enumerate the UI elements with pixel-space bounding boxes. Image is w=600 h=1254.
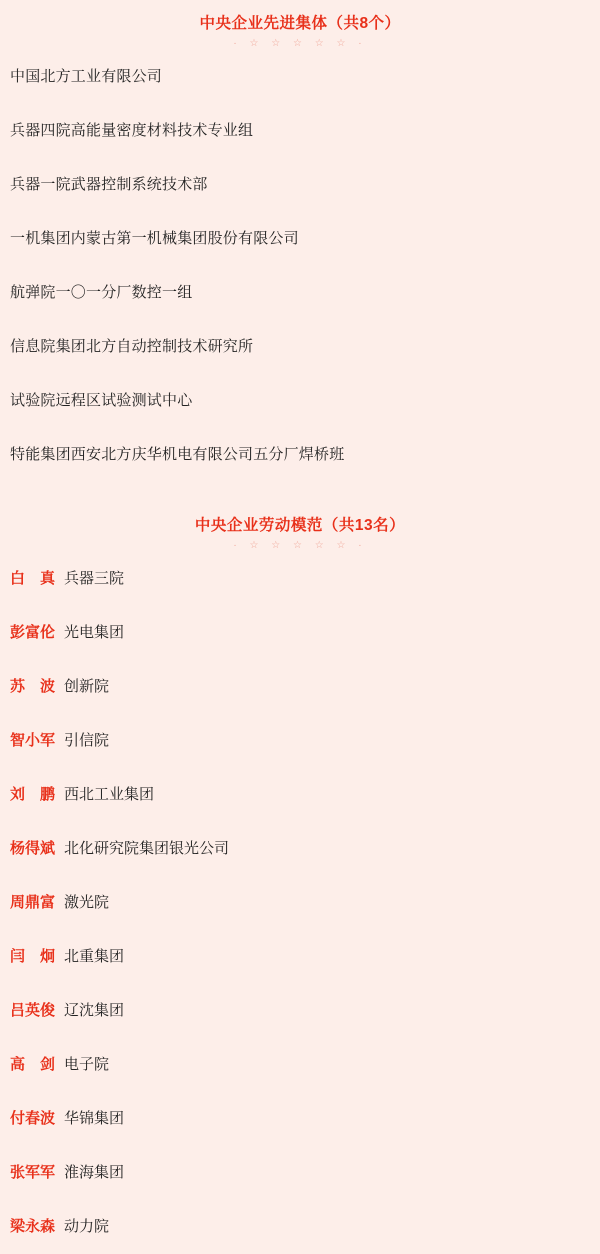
list-item	[0, 660, 600, 714]
collective-name: 中国北方工业有限公司	[10, 68, 163, 85]
person-org: 北重集团	[64, 948, 125, 965]
list-item	[0, 1092, 600, 1146]
person-name: 高 剑	[10, 1056, 56, 1073]
person-org: 电子院	[64, 1056, 110, 1073]
collective-name: 航弹院一〇一分厂数控一组	[10, 284, 193, 301]
list-item	[0, 104, 600, 158]
section-model-workers	[0, 482, 600, 1254]
collective-name: 特能集团西安北方庆华机电有限公司五分厂焊桥班	[10, 446, 345, 463]
list-item	[0, 984, 600, 1038]
list-item	[0, 876, 600, 930]
collective-name: 试验院远程区试验测试中心	[10, 392, 193, 409]
list-item	[0, 158, 600, 212]
section-collectives	[0, 0, 600, 482]
list-item	[0, 320, 600, 374]
section-title: 中央企业先进集体（共8个）	[199, 15, 401, 32]
person-name: 张军军	[10, 1164, 56, 1181]
list-item	[0, 428, 600, 482]
person-name: 智小军	[10, 732, 56, 749]
person-name: 吕英俊	[10, 1002, 56, 1019]
list-item	[0, 1146, 600, 1200]
person-org: 西北工业集团	[64, 786, 155, 803]
person-name: 彭富伦	[10, 624, 56, 641]
person-org: 动力院	[64, 1218, 110, 1235]
person-org: 光电集团	[64, 624, 125, 641]
collective-name: 兵器四院高能量密度材料技术专业组	[10, 122, 254, 139]
list-item	[0, 606, 600, 660]
person-name: 周鼎富	[10, 894, 56, 911]
person-org: 引信院	[64, 732, 110, 749]
person-name: 白 真	[10, 570, 56, 587]
person-name: 杨得斌	[10, 840, 56, 857]
collective-name: 兵器一院武器控制系统技术部	[10, 176, 208, 193]
list-item	[0, 822, 600, 876]
list-item	[0, 212, 600, 266]
list-item	[0, 266, 600, 320]
list-item	[0, 768, 600, 822]
person-org: 华锦集团	[64, 1110, 125, 1127]
list-item	[0, 1038, 600, 1092]
collective-name: 信息院集团北方自动控制技术研究所	[10, 338, 254, 355]
person-org: 淮海集团	[64, 1164, 125, 1181]
section-header	[0, 0, 600, 50]
person-org: 辽沈集团	[64, 1002, 125, 1019]
person-name: 苏 波	[10, 678, 56, 695]
list-item	[0, 1200, 600, 1254]
person-org: 创新院	[64, 678, 110, 695]
list-item	[0, 552, 600, 606]
person-org: 北化研究院集团银光公司	[64, 840, 230, 857]
person-name: 梁永森	[10, 1218, 56, 1235]
person-name: 闫 炯	[10, 948, 56, 965]
person-list	[0, 552, 600, 1254]
list-item	[0, 930, 600, 984]
person-org: 兵器三院	[64, 570, 125, 587]
person-name: 付春波	[10, 1110, 56, 1127]
list-item	[0, 374, 600, 428]
collective-name: 一机集团内蒙古第一机械集团股份有限公司	[10, 230, 299, 247]
star-decoration-icon: · ☆ ☆ ☆ ☆ ☆ ·	[233, 38, 367, 49]
list-item	[0, 714, 600, 768]
person-name: 刘 鹏	[10, 786, 56, 803]
collective-list	[0, 50, 600, 482]
section-header	[0, 502, 600, 552]
star-decoration-icon: · ☆ ☆ ☆ ☆ ☆ ·	[233, 540, 367, 551]
list-item	[0, 50, 600, 104]
person-org: 激光院	[64, 894, 110, 911]
section-title: 中央企业劳动模范（共13名）	[194, 517, 406, 534]
